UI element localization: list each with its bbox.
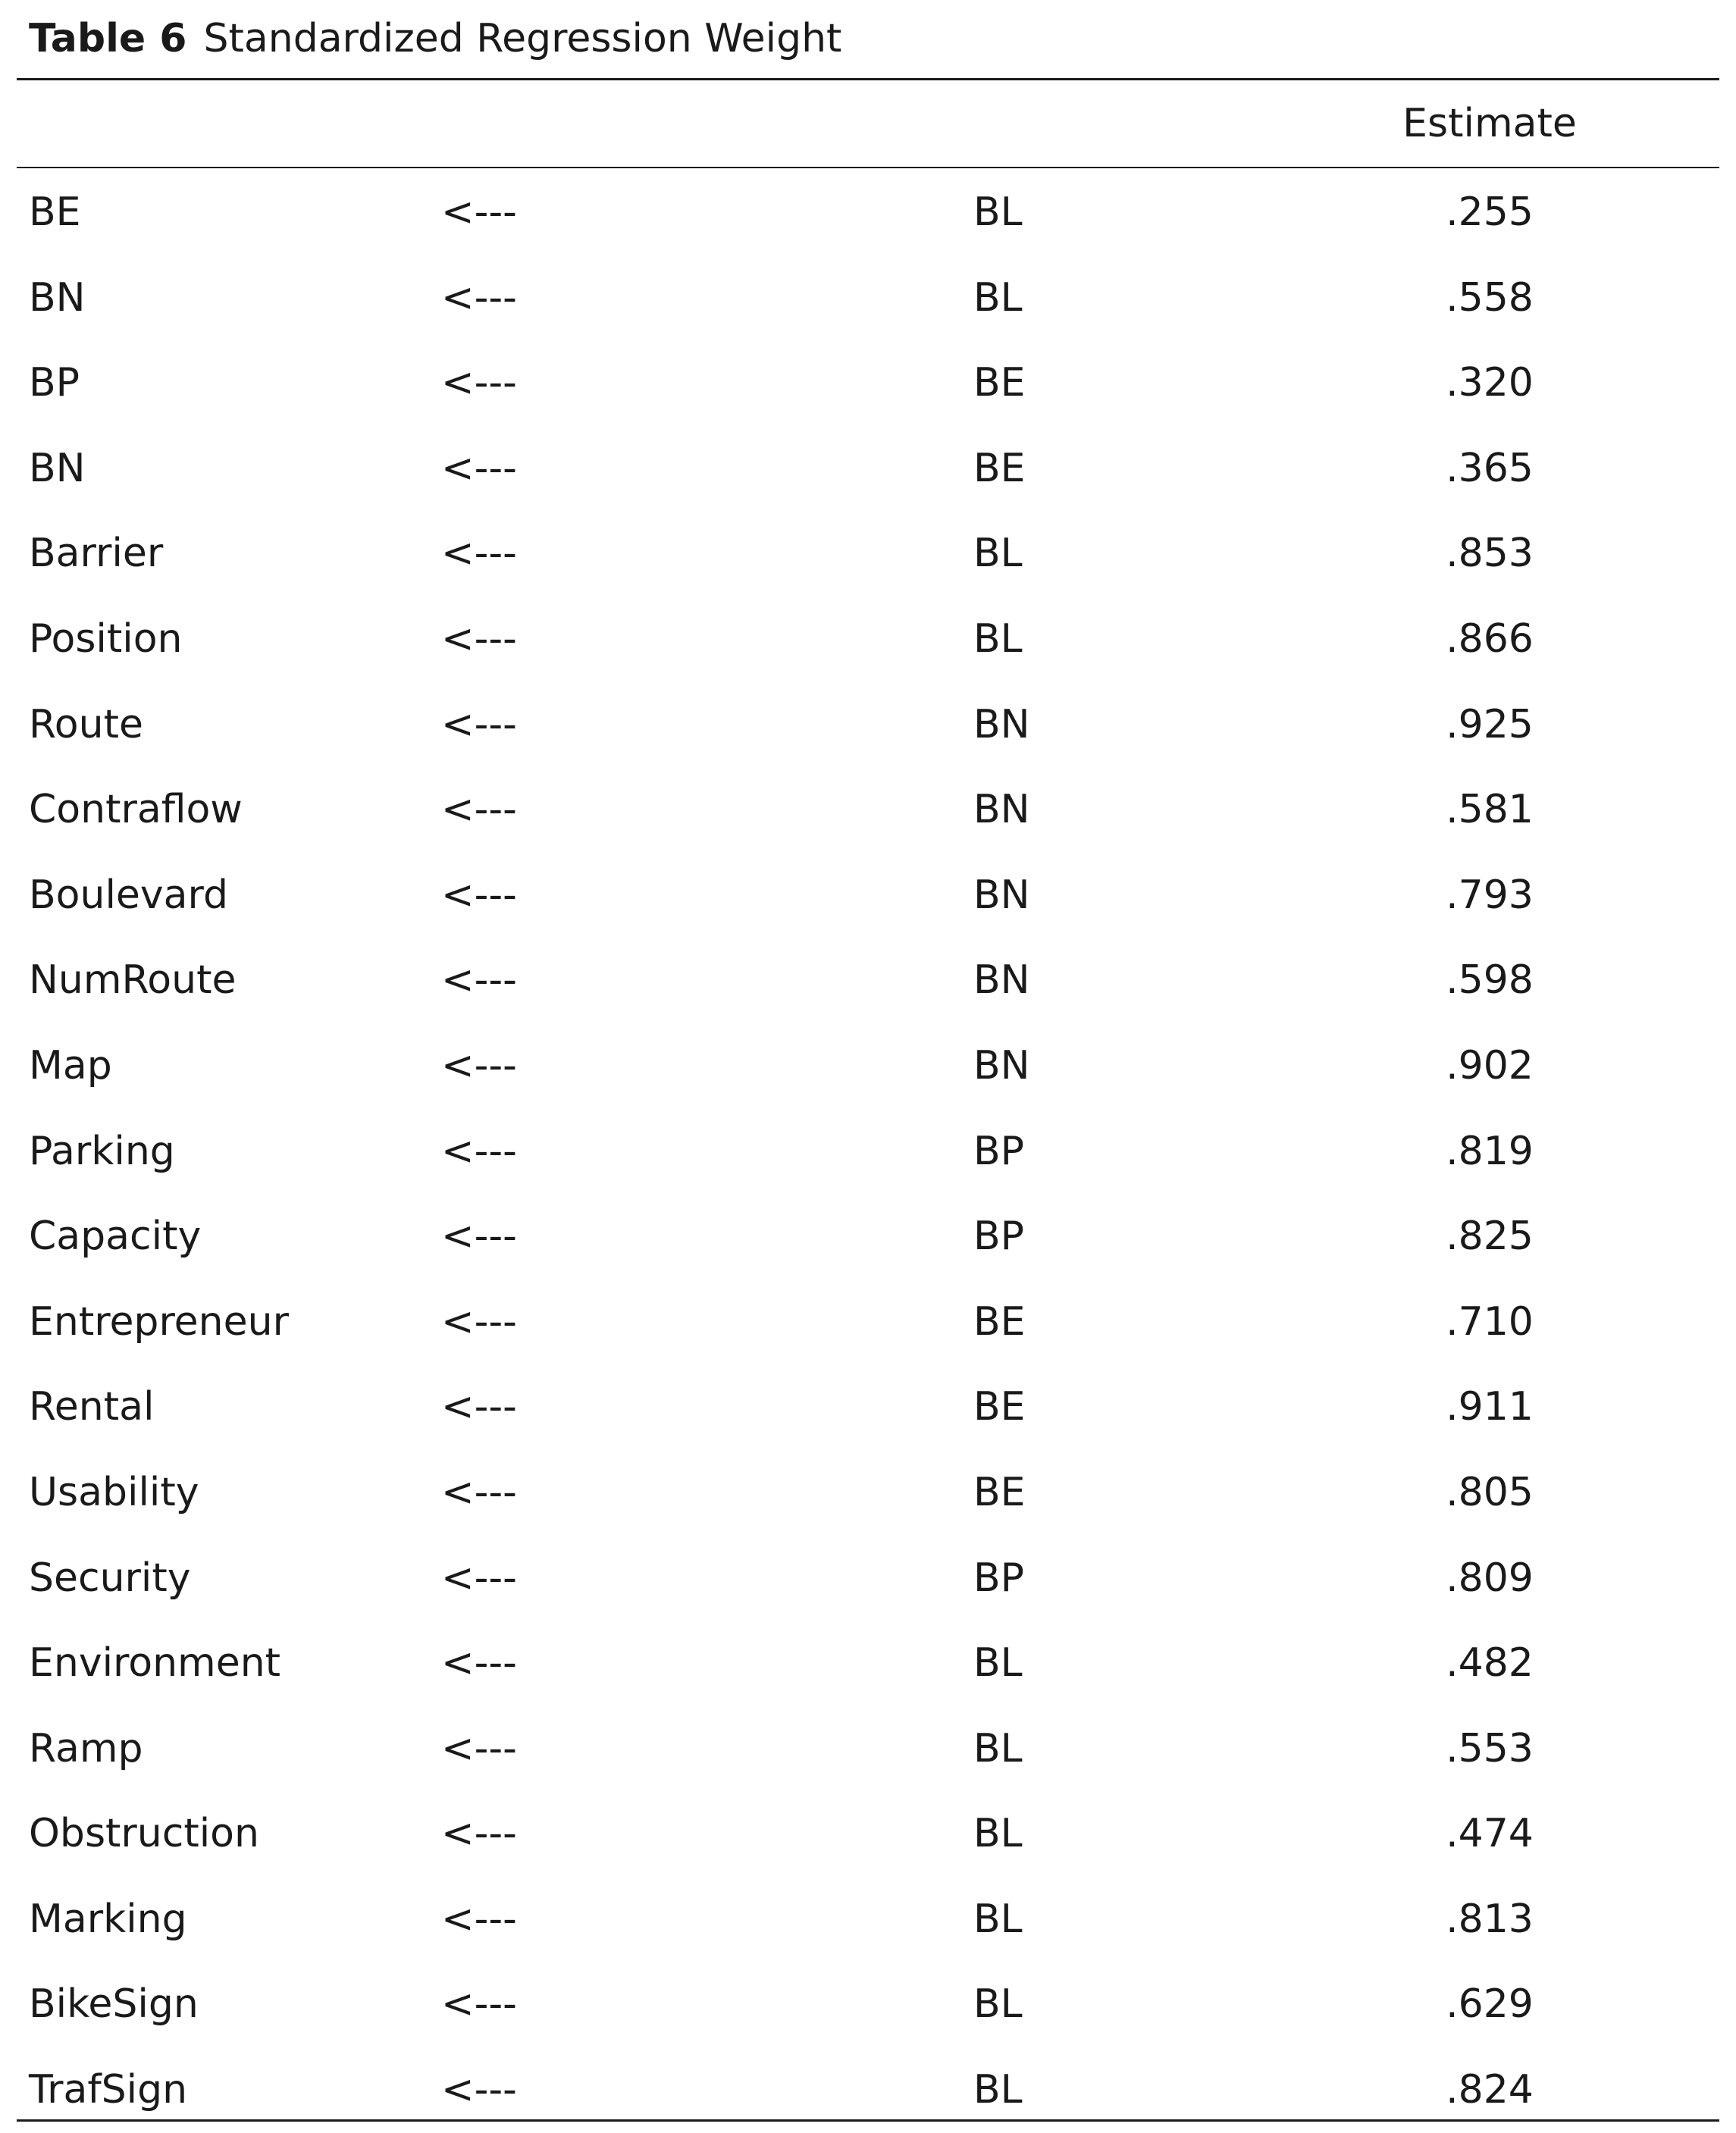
table-header	[17, 82, 1719, 165]
cell-independent: BP	[973, 1214, 1025, 1260]
cell-dependent: Map	[29, 1042, 112, 1088]
table-row	[17, 1194, 1719, 1279]
table-row	[17, 1962, 1719, 2047]
table-row	[17, 682, 1719, 768]
cell-dependent: BN	[29, 445, 86, 491]
cell-arrow: <---	[441, 701, 517, 747]
cell-independent: BE	[973, 445, 1026, 491]
table-row	[17, 767, 1719, 853]
cell-arrow: <---	[441, 445, 517, 491]
cell-independent: BN	[973, 872, 1030, 918]
cell-arrow: <---	[441, 615, 517, 662]
cell-arrow: <---	[441, 189, 517, 235]
cell-arrow: <---	[441, 360, 517, 406]
cell-independent: BE	[973, 360, 1026, 406]
cell-independent: BL	[973, 1981, 1023, 2028]
table-row	[17, 938, 1719, 1023]
cell-dependent: Usability	[29, 1469, 199, 1515]
table-row	[17, 1877, 1719, 1962]
bottom-rule	[17, 2119, 1719, 2122]
cell-independent: BN	[973, 1042, 1030, 1088]
cell-independent: BP	[973, 1128, 1025, 1174]
cell-arrow: <---	[441, 1128, 517, 1174]
cell-arrow: <---	[441, 1811, 517, 1857]
cell-dependent: BikeSign	[29, 1981, 199, 2028]
cell-estimate: .813	[1446, 1896, 1534, 1942]
header-rule	[17, 167, 1719, 168]
cell-arrow: <---	[441, 1896, 517, 1942]
cell-dependent: TrafSign	[29, 2067, 188, 2113]
table-title: Standardized Regression Weight	[203, 16, 842, 61]
cell-dependent: Entrepreneur	[29, 1298, 289, 1345]
cell-independent: BE	[973, 1469, 1026, 1515]
cell-independent: BL	[973, 1896, 1023, 1942]
cell-independent: BE	[973, 1298, 1026, 1345]
cell-estimate: .911	[1446, 1384, 1534, 1430]
cell-independent: BN	[973, 957, 1030, 1004]
cell-dependent: Marking	[29, 1896, 187, 1942]
cell-dependent: BE	[29, 189, 81, 235]
header-estimate: Estimate	[1402, 101, 1577, 146]
cell-arrow: <---	[441, 531, 517, 577]
table-row	[17, 1536, 1719, 1621]
cell-dependent: NumRoute	[29, 957, 237, 1004]
cell-dependent: BP	[29, 360, 80, 406]
cell-independent: BL	[973, 274, 1023, 321]
cell-estimate: .553	[1446, 1725, 1534, 1771]
cell-estimate: .558	[1446, 274, 1534, 321]
table-row	[17, 340, 1719, 426]
table-row	[17, 1279, 1719, 1365]
cell-independent: BE	[973, 1384, 1026, 1430]
cell-independent: BL	[973, 615, 1023, 662]
cell-estimate: .710	[1446, 1298, 1534, 1345]
cell-dependent: Barrier	[29, 531, 164, 577]
cell-estimate: .825	[1446, 1214, 1534, 1260]
cell-arrow: <---	[441, 1981, 517, 2028]
cell-dependent: Parking	[29, 1128, 175, 1174]
cell-estimate: .255	[1446, 189, 1534, 235]
cell-arrow: <---	[441, 872, 517, 918]
cell-estimate: .320	[1446, 360, 1534, 406]
cell-estimate: .474	[1446, 1811, 1534, 1857]
cell-dependent: BN	[29, 274, 86, 321]
cell-estimate: .365	[1446, 445, 1534, 491]
cell-arrow: <---	[441, 1725, 517, 1771]
table-row	[17, 1023, 1719, 1109]
table-row	[17, 1621, 1719, 1706]
table-row	[17, 853, 1719, 938]
cell-dependent: Contraflow	[29, 787, 243, 833]
cell-independent: BN	[973, 787, 1030, 833]
cell-dependent: Position	[29, 615, 183, 662]
cell-arrow: <---	[441, 787, 517, 833]
cell-dependent: Security	[29, 1555, 191, 1601]
cell-estimate: .805	[1446, 1469, 1534, 1515]
cell-independent: BL	[973, 189, 1023, 235]
cell-estimate: .793	[1446, 872, 1534, 918]
cell-independent: BN	[973, 701, 1030, 747]
cell-arrow: <---	[441, 1042, 517, 1088]
table-caption	[29, 5, 841, 73]
cell-dependent: Capacity	[29, 1214, 202, 1260]
cell-estimate: .629	[1446, 1981, 1534, 2028]
cell-estimate: .482	[1446, 1640, 1534, 1687]
table-label: Table 6	[29, 16, 187, 61]
cell-estimate: .853	[1446, 531, 1534, 577]
cell-arrow: <---	[441, 2067, 517, 2113]
cell-estimate: .581	[1446, 787, 1534, 833]
cell-independent: BL	[973, 1640, 1023, 1687]
cell-dependent: Rental	[29, 1384, 155, 1430]
cell-arrow: <---	[441, 274, 517, 321]
table-row	[17, 597, 1719, 682]
cell-independent: BL	[973, 1811, 1023, 1857]
cell-independent: BL	[973, 531, 1023, 577]
top-rule	[17, 78, 1719, 80]
cell-dependent: Route	[29, 701, 143, 747]
table-row	[17, 511, 1719, 597]
cell-arrow: <---	[441, 1640, 517, 1687]
cell-estimate: .819	[1446, 1128, 1534, 1174]
table-row	[17, 255, 1719, 341]
cell-arrow: <---	[441, 1555, 517, 1601]
cell-arrow: <---	[441, 1384, 517, 1430]
cell-estimate: .809	[1446, 1555, 1534, 1601]
table-row	[17, 1450, 1719, 1536]
table-row	[17, 426, 1719, 512]
cell-independent: BL	[973, 2067, 1023, 2113]
cell-independent: BP	[973, 1555, 1025, 1601]
cell-estimate: .902	[1446, 1042, 1534, 1088]
table-body	[17, 170, 1719, 2133]
table-row	[17, 1109, 1719, 1195]
cell-dependent: Obstruction	[29, 1811, 259, 1857]
cell-estimate: .866	[1446, 615, 1534, 662]
cell-estimate: .824	[1446, 2067, 1534, 2113]
cell-dependent: Boulevard	[29, 872, 228, 918]
cell-arrow: <---	[441, 1298, 517, 1345]
table-row	[17, 1791, 1719, 1877]
table-row	[17, 1364, 1719, 1450]
table-row	[17, 1706, 1719, 1792]
cell-dependent: Environment	[29, 1640, 281, 1687]
cell-arrow: <---	[441, 1214, 517, 1260]
cell-arrow: <---	[441, 1469, 517, 1515]
table-row	[17, 170, 1719, 255]
cell-estimate: .925	[1446, 701, 1534, 747]
cell-estimate: .598	[1446, 957, 1534, 1004]
cell-arrow: <---	[441, 957, 517, 1004]
cell-dependent: Ramp	[29, 1725, 143, 1771]
cell-independent: BL	[973, 1725, 1023, 1771]
